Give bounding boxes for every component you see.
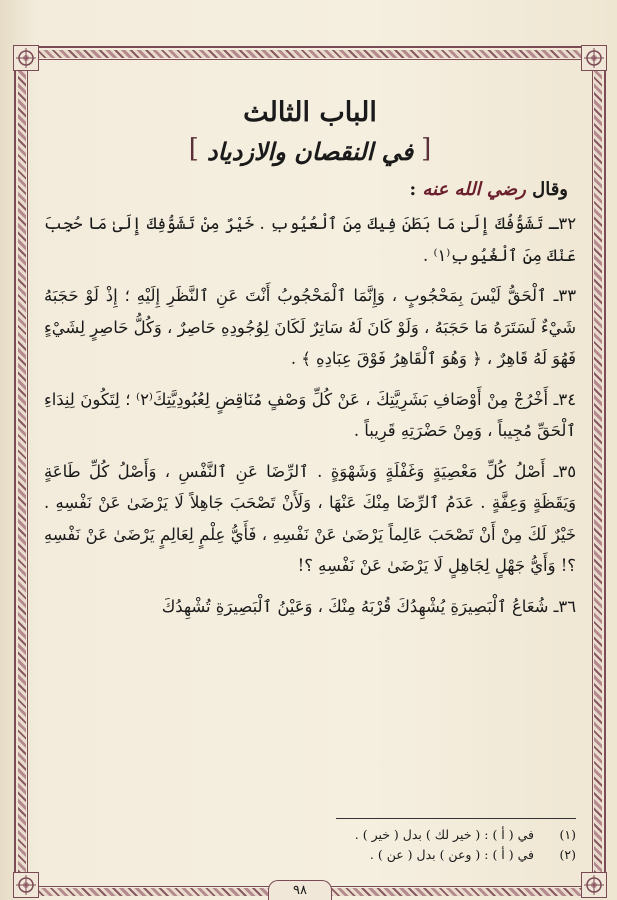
chapter-subtitle-wrap <box>44 130 576 168</box>
aphorism-32: ٣٢ـ تَشَوُّفُكَ إِلَىٰ مَا بَطَنَ فِيكَ مِنَ ٱلْعُيُوبِ . خَيْرٌ مِنْ تَشَوُّفِكَ إِلَىٰ مَا حُجِبَ عَنْكَ مِنَ ٱلْغُيُوبِ⁽١⁾ . <box>44 214 576 265</box>
footnotes <box>44 818 576 865</box>
saying-intro <box>44 176 568 204</box>
footnote-divider <box>336 818 576 819</box>
footnote-number: (٢) <box>559 847 576 862</box>
footnote-text: في ( أ ) : ( خير لك ) بدل ( خير ) . <box>354 827 534 842</box>
page-content <box>44 66 576 876</box>
aphorism-35: ٣٥ـ أَصْلُ كُلِّ مَعْصِيَةٍ وَغَفْلَةٍ وَشَهْوَةٍ . ٱلرِّضَا عَنِ ٱلنَّفْسِ ، وَأَصْلُ كُلِّ طَاعَةٍ وَيَقَظَةٍ وَعِفَّةٍ . عَدَمُ ٱلرِّضَا مِنْكَ عَنْهَا ، وَلَأَنْ تَصْحَبَ جَاهِلاً لَا يَرْضَىٰ عَنْ نَفْسِهِ . خَيْرٌ لَكَ مِنْ أَنْ تَصْحَبَ عَالِماً يَرْضَىٰ عَنْ نَفْسِهِ ، فَأَيُّ عِلْمٍ لِعَالِمٍ يَرْضَىٰ عَنْ نَفْسِهِ ؟! وَأَيُّ جَهْلٍ لِجَاهِلٍ لَا يَرْضَىٰ عَنْ نَفْسِهِ ؟! <box>44 461 576 575</box>
aphorism-list <box>44 208 576 622</box>
footnote-text: في ( أ ) : ( وعن ) بدل ( عن ) . <box>369 847 534 862</box>
page-number: ٩٨ <box>268 880 332 900</box>
footnote-item <box>44 845 576 865</box>
saying-honorific: رضي الله عنه <box>422 179 526 200</box>
subtitle-bracket-close: ] <box>188 134 199 164</box>
footnote-number: (١) <box>559 827 576 842</box>
corner-ornament-icon <box>13 872 39 898</box>
aphorism-34: ٣٤ـ أَخْرُجْ مِنْ أَوْصَافِ بَشَرِيَّتِكَ ، عَنْ كُلِّ وَصْفٍ مُنَاقِضٍ لِعُبُودِيَّتِكَ⁽٢⁾ ؛ لِتَكُونَ لِنِدَاءِ ٱلْحَقِّ مُجِيباً ، وَمِنْ حَضْرَتِهِ قَرِيباً . <box>44 389 576 440</box>
subtitle-bracket-open: [ <box>421 134 432 164</box>
aphorism-33: ٣٣ـ ٱلْحَقُّ لَيْسَ بِمَحْجُوبٍ ، وَإِنَّمَا ٱلْمَحْجُوبُ أَنْتَ عَنِ ٱلنَّظَرِ إِلَيْهِ ؛ إِذْ لَوْ حَجَبَهُ شَيْءٌ لَسَتَرَهُ مَا حَجَبَهُ ، وَلَوْ كَانَ لَهُ سَاتِرٌ لَكَانَ لِوُجُودِهِ حَاصِرٌ ، وَكُلُّ حَاصِرٍ لِشَيْءٍ فَهُوَ لَهُ قَاهِرٌ ، ﴿ وَهُوَ ٱلْقَاهِرُ فَوْقَ عِبَادِهِ ﴾ . <box>44 286 576 368</box>
saying-intro-word: وقال <box>532 179 568 200</box>
corner-ornament-icon <box>581 872 607 898</box>
footnote-item <box>44 825 576 845</box>
saying-colon: : <box>409 179 417 200</box>
corner-ornament-icon <box>581 45 607 71</box>
chapter-title: الباب الثالث <box>243 97 377 128</box>
corner-ornament-icon <box>13 45 39 71</box>
chapter-subtitle: في النقصان والازدياد <box>206 137 414 166</box>
aphorism-36: ٣٦ـ شُعَاعُ ٱلْبَصِيرَةِ يُشْهِدُكَ قُرْبَهُ مِنْكَ ، وَعَيْنُ ٱلْبَصِيرَةِ تُشْهِدُكَ <box>161 596 576 616</box>
